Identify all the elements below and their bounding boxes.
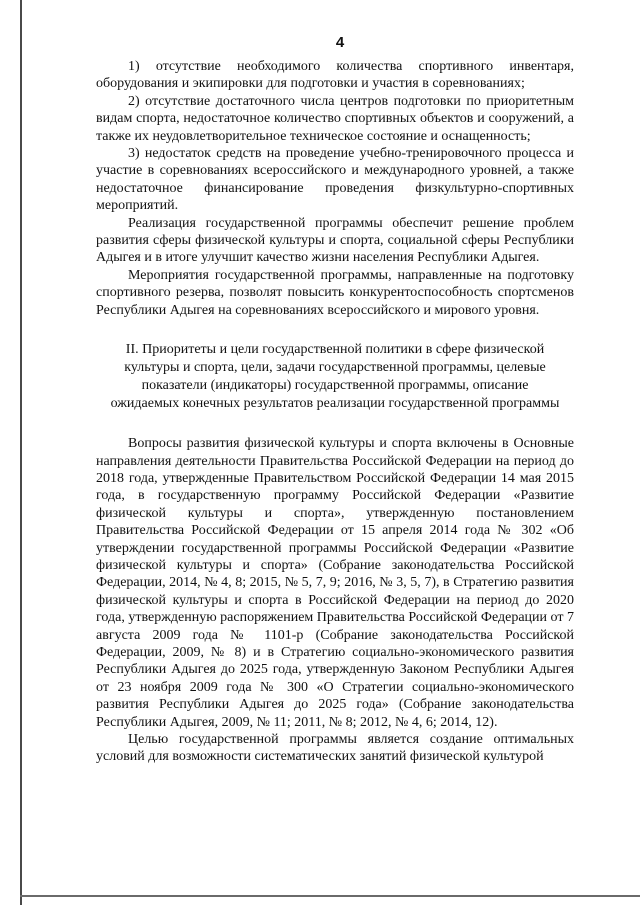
section-heading [96,341,574,413]
paragraph-policy-documents: Вопросы развития физической культуры и спорта включены в Основные направления деятельности Правительства Российской Федерации на период до 2018 года, утвержденные Правительством Российской Федерации 14 мая 2015 года, в государственную программу Российской Федерации «Развитие физической культуры и спорта», утвержденную постановлением Правительства Российской Федерации от 15 апреля 2014 года № 302 «Об утверждении государственной программы Российской Федерации «Развитие физической культуры и спорта» (Собрание законодательства Российской Федерации, 2014, № 4, 8; 2015, № 5, 7, 9; 2016, № 3, 5, 7), в Стратегию развития физической культуры и спорта в Российской Федерации на период до 2020 года, утвержденную распоряжением Правительства Российской Федерации от 7 августа 2009 года № 1101-р (Собрание законодательства Российской Федерации, 2009, № 8) и в Стратегию социально-экономического развития Республики Адыгея до 2025 года, утвержденную Законом Республики Адыгея от 23 ноября 2009 года № 300 «О Стратегии социально-экономического развития Республики Адыгея до 2025 года» (Собрание законодательства Республики Адыгея, 2009, № 11; 2011, № 8; 2012, № 4, 6; 2014, 12). [96,436,574,730]
paragraph-program-activities: Мероприятия государственной программы, направленные на подготовку спортивного резерва, позволят повысить конкурентоспособность спортсменов Республики Адыгея на соревнованиях всероссийского и мирового уровня. [96,267,574,318]
scan-bottom-edge [20,895,640,897]
scan-left-edge [20,0,22,905]
section-heading-line-4: ожидаемых конечных результатов реализации государственной программы [110,396,560,412]
list-item-3: 3) недостаток средств на проведение учебно-тренировочного процесса и участие в соревнованиях всероссийского и международного уровней, а также недостаточное финансирование проведения физкультурно-спортивных мероприятий. [96,146,574,214]
section-heading-line-3: показатели (индикаторы) государственной программы, описание [141,378,529,394]
section-heading-line-2: культуры и спорта, цели, задачи государственной программы, целевые [124,360,546,376]
list-item-2: 2) отсутствие достаточного числа центров подготовки по приоритетным видам спорта, недостаточное количество спортивных объектов и сооружений, а также их неудовлетворительное техническое состояние и оснащенность; [96,93,574,144]
page-number: 4 [335,34,345,51]
paragraph-program-implementation: Реализация государственной программы обеспечит решение проблем развития сферы физической культуры и спорта, социальной сферы Республики Адыгея и в итоге улучшит качество жизни населения Республики Адыгея. [96,215,574,266]
document-body [96,58,574,766]
list-item-1: 1) отсутствие необходимого количества спортивного инвентаря, оборудования и экипировки для подготовки и участия в соревнованиях; [96,59,574,92]
section-heading-line-1: II. Приоритеты и цели государственной политики в сфере физической [125,342,545,358]
paragraph-program-goal: Целью государственной программы является создание оптимальных условий для возможности систематических занятий физической культурой [96,732,574,765]
